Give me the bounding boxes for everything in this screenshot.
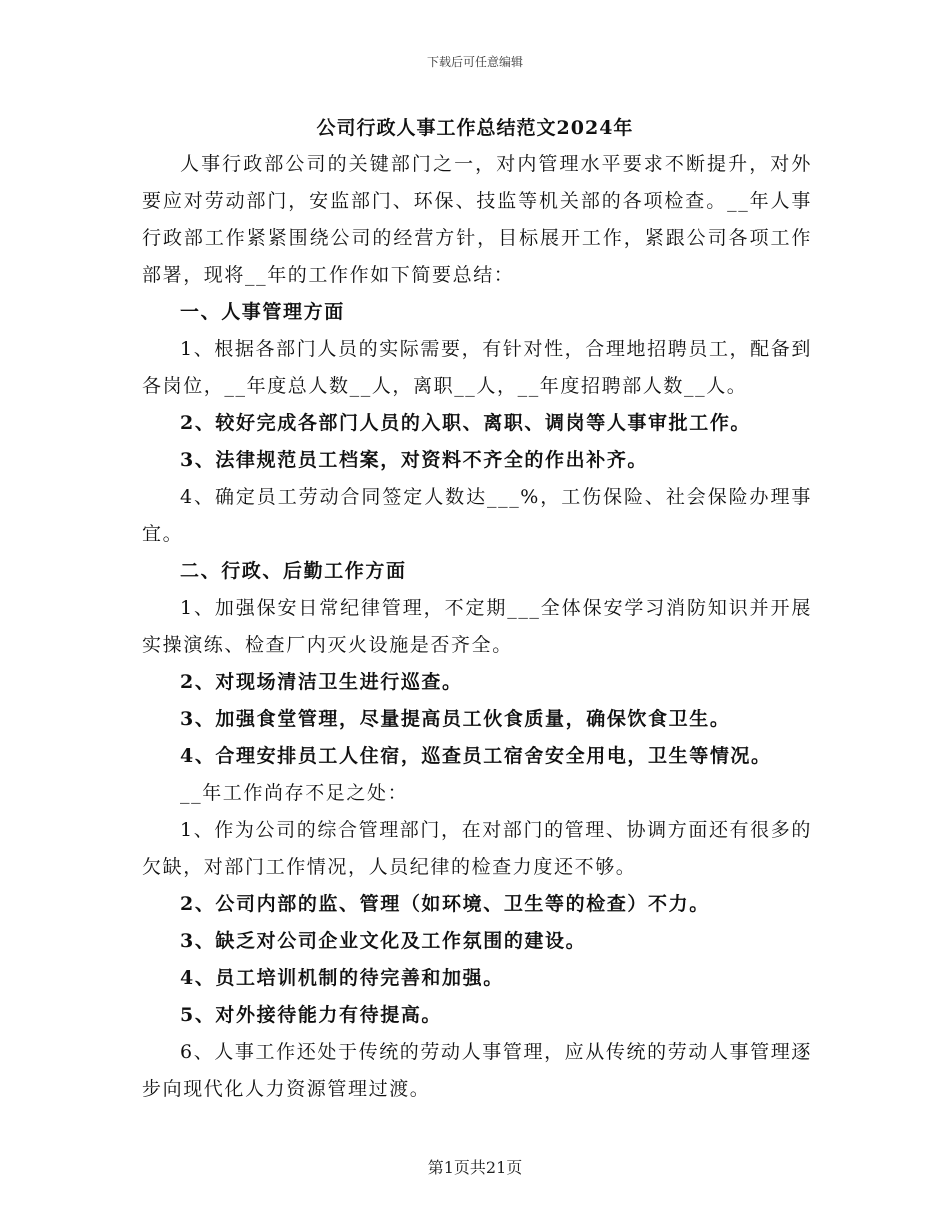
paragraph-item: 5、对外接待能力有待提高。 bbox=[180, 1004, 443, 1026]
paragraph-item: 3、缺乏对公司企业文化及工作氛围的建设。 bbox=[180, 930, 587, 952]
paragraph-item: 1、加强保安日常纪律管理，不定期___全体保安学习消防知识并开展实操演练、检查厂内灭火设施是否齐全。 bbox=[142, 597, 812, 656]
paragraph-shortcomings-intro: __年工作尚存不足之处： bbox=[180, 782, 409, 804]
paragraph-item: 2、公司内部的监、管理（如环境、卫生等的检查）不力。 bbox=[180, 893, 710, 915]
header-note: 下载后可任意编辑 bbox=[426, 55, 523, 69]
paragraph-item: 4、合理安排员工人住宿，巡查员工宿舍安全用电，卫生等情况。 bbox=[180, 745, 772, 767]
paragraph-item: 1、作为公司的综合管理部门，在对部门的管理、协调方面还有很多的欠缺，对部门工作情况，人员纪律的检查力度还不够。 bbox=[142, 819, 812, 878]
page-number-footer: 第1页共21页 bbox=[427, 1158, 523, 1177]
document-title: 公司行政人事工作总结范文2024年 bbox=[316, 117, 634, 139]
document-body bbox=[142, 146, 812, 1108]
section-heading-personnel: 一、人事管理方面 bbox=[180, 301, 345, 323]
paragraph-item: 4、确定员工劳动合同签定人数达___%，工伤保险、社会保险办理事宜。 bbox=[142, 486, 812, 545]
paragraph-item: 4、员工培训机制的待完善和加强。 bbox=[180, 967, 504, 989]
paragraph-item: 6、人事工作还处于传统的劳动人事管理，应从传统的劳动人事管理逐步向现代化人力资源管理过渡。 bbox=[142, 1041, 812, 1100]
paragraph-item: 3、法律规范员工档案，对资料不齐全的作出补齐。 bbox=[180, 449, 649, 471]
paragraph-item: 3、加强食堂管理，尽量提高员工伙食质量，确保饮食卫生。 bbox=[180, 708, 731, 730]
paragraph-intro: 人事行政部公司的关键部门之一，对内管理水平要求不断提升，对外要应对劳动部门，安监部门、环保、技监等机关部的各项检查。__年人事行政部工作紧紧围绕公司的经营方针，目标展开工作，紧跟公司各项工作部署，现将__年的工作作如下简要总结： bbox=[142, 153, 812, 286]
paragraph-item: 2、对现场清洁卫生进行巡查。 bbox=[180, 671, 463, 693]
section-heading-admin: 二、行政、后勤工作方面 bbox=[180, 560, 407, 582]
paragraph-item: 2、较好完成各部门人员的入职、离职、调岗等人事审批工作。 bbox=[180, 412, 752, 434]
paragraph-item: 1、根据各部门人员的实际需要，有针对性，合理地招聘员工，配备到各岗位，__年度总人数__人，离职__人，__年度招聘部人数__人。 bbox=[142, 338, 812, 397]
